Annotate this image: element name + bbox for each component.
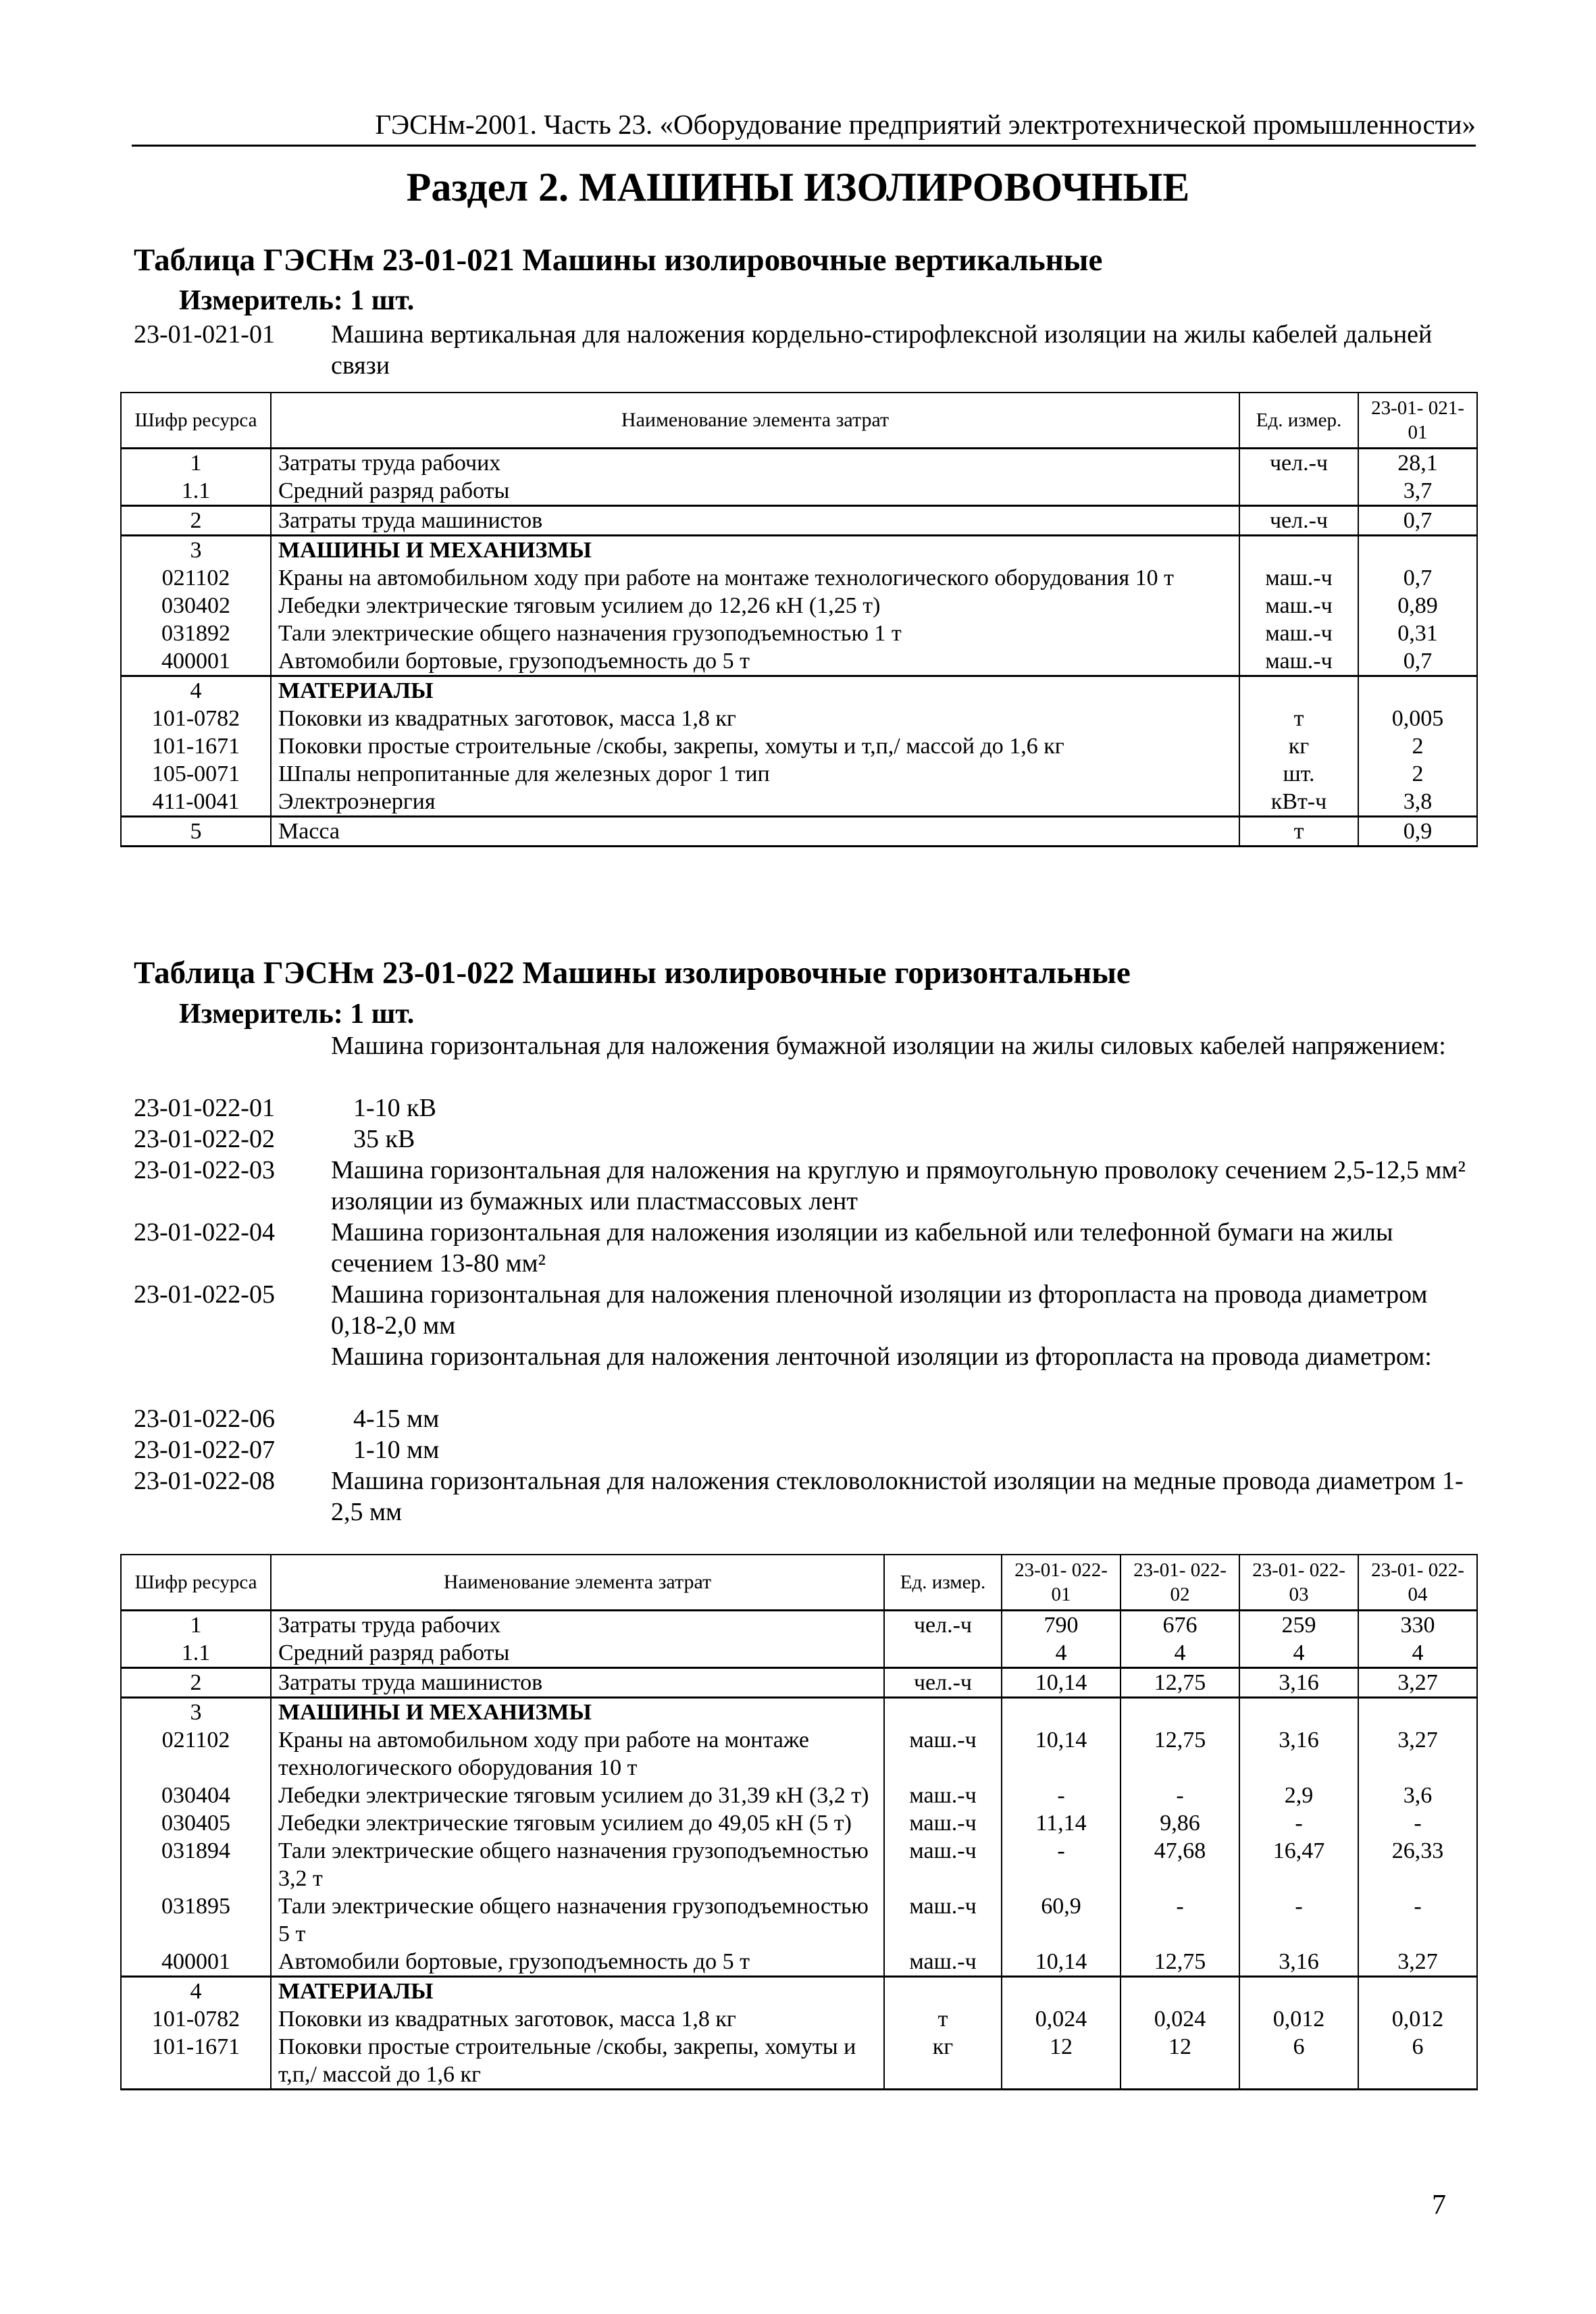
row-name: Шпалы непропитанные для железных дорог 1 тип bbox=[271, 760, 1239, 788]
row-value-1: 10,14 bbox=[1002, 1948, 1121, 1977]
row-cipher: 3 bbox=[121, 536, 271, 565]
row-value-3: 16,47 bbox=[1239, 1837, 1358, 1892]
table2-item bbox=[134, 1155, 1485, 1217]
row-unit: чел.-ч bbox=[1239, 506, 1358, 536]
row-unit: чел.-ч bbox=[884, 1611, 1002, 1640]
table-row bbox=[121, 1892, 1477, 1948]
table-row bbox=[121, 1668, 1477, 1698]
table2-grid bbox=[120, 1554, 1478, 2090]
row-value-2 bbox=[1121, 1698, 1239, 1727]
row-cipher: 031892 bbox=[121, 620, 271, 647]
table2-item-description: 1-10 кВ bbox=[353, 1094, 436, 1122]
table-row bbox=[121, 477, 1477, 506]
row-value-4: 4 bbox=[1358, 1639, 1477, 1668]
table2-item bbox=[134, 1124, 1485, 1155]
row-value-2: - bbox=[1121, 1892, 1239, 1948]
row-value-4: 330 bbox=[1358, 1611, 1477, 1640]
row-value-1: 12 bbox=[1002, 2033, 1121, 2090]
table-row bbox=[121, 1611, 1477, 1640]
table2-item bbox=[134, 1341, 1485, 1403]
row-value-3: - bbox=[1239, 1892, 1358, 1948]
col-value-3: 23-01- 022-03 bbox=[1239, 1555, 1358, 1611]
row-cipher: 2 bbox=[121, 506, 271, 536]
row-name: Затраты труда рабочих bbox=[271, 1611, 884, 1640]
table2-header-row bbox=[121, 1555, 1477, 1611]
row-value-1: 2 bbox=[1358, 760, 1477, 788]
row-value-1 bbox=[1002, 1698, 1121, 1727]
row-value-1: 0,89 bbox=[1358, 592, 1477, 620]
row-value-3: 3,16 bbox=[1239, 1668, 1358, 1698]
table-row bbox=[121, 817, 1477, 847]
row-unit: т bbox=[1239, 817, 1358, 847]
row-value-2: 47,68 bbox=[1121, 1837, 1239, 1892]
row-value-2 bbox=[1121, 1977, 1239, 2006]
col-value-4: 23-01- 022-04 bbox=[1358, 1555, 1477, 1611]
row-value-4: 0,012 bbox=[1358, 2005, 1477, 2033]
row-value-1: 0,9 bbox=[1358, 817, 1477, 847]
row-value-1: 0,7 bbox=[1358, 506, 1477, 536]
row-unit: маш.-ч bbox=[884, 1809, 1002, 1837]
table2-item-description: Машина горизонтальная для наложения стекловолокнистой изоляции на медные провода диаметром 1-2,5 мм bbox=[331, 1467, 1464, 1526]
row-cipher: 4 bbox=[121, 1977, 271, 2006]
row-value-4: - bbox=[1358, 1892, 1477, 1948]
table-row bbox=[121, 788, 1477, 817]
row-name: Лебедки электрические тяговым усилием до 49,05 кН (5 т) bbox=[271, 1809, 884, 1837]
row-value-4 bbox=[1358, 1698, 1477, 1727]
section-title: Раздел 2. МАШИНЫ ИЗОЛИРОВОЧНЫЕ bbox=[406, 165, 1190, 209]
table-row bbox=[121, 760, 1477, 788]
row-name: Затраты труда машинистов bbox=[271, 506, 1239, 536]
page-number: 7 bbox=[1432, 2190, 1446, 2221]
row-value-1 bbox=[1358, 676, 1477, 705]
row-value-1: 0,7 bbox=[1358, 647, 1477, 676]
row-name: Краны на автомобильном ходу при работе на монтаже технологического оборудования 10 т bbox=[271, 1726, 884, 1782]
row-value-1: - bbox=[1002, 1782, 1121, 1809]
table2-item-description: 1-10 мм bbox=[353, 1436, 440, 1464]
table2-measure: Измеритель: 1 шт. bbox=[179, 999, 415, 1030]
table-row bbox=[121, 2005, 1477, 2033]
row-name: Лебедки электрические тяговым усилием до 31,39 кН (3,2 т) bbox=[271, 1782, 884, 1809]
table2-item bbox=[134, 1403, 1485, 1434]
row-value-2: 676 bbox=[1121, 1611, 1239, 1640]
row-value-2: 12,75 bbox=[1121, 1726, 1239, 1782]
row-cipher: 105-0071 bbox=[121, 760, 271, 788]
table2-item bbox=[134, 1217, 1485, 1279]
table2-item-description: Машина горизонтальная для наложения на круглую и прямоугольную проволоку сечением 2,5-12,5 мм² изоляции из бумажных или пластмассовых лент bbox=[331, 1156, 1466, 1215]
table2-item-code: 23-01-022-01 bbox=[134, 1094, 275, 1122]
row-value-4: 3,6 bbox=[1358, 1782, 1477, 1809]
table-row bbox=[121, 1977, 1477, 2006]
row-unit: маш.-ч bbox=[884, 1837, 1002, 1892]
running-header: ГЭСНм-2001. Часть 23. «Оборудование предприятий электротехнической промышленности» bbox=[132, 107, 1476, 147]
row-value-1: 0,31 bbox=[1358, 620, 1477, 647]
row-value-2: 12,75 bbox=[1121, 1668, 1239, 1698]
row-name: Затраты труда машинистов bbox=[271, 1668, 884, 1698]
row-unit: кВт-ч bbox=[1239, 788, 1358, 817]
table1-item bbox=[134, 319, 1485, 386]
row-value-1: - bbox=[1002, 1837, 1121, 1892]
row-cipher: 021102 bbox=[121, 564, 271, 592]
row-value-4: - bbox=[1358, 1809, 1477, 1837]
col-unit: Ед. измер. bbox=[884, 1555, 1002, 1611]
row-value-2: - bbox=[1121, 1782, 1239, 1809]
row-cipher: 400001 bbox=[121, 1948, 271, 1977]
row-name: Поковки простые строительные /скобы, закрепы, хомуты и т,п,/ массой до 1,6 кг bbox=[271, 2033, 884, 2090]
row-cipher: 1 bbox=[121, 449, 271, 478]
row-value-3: 0,012 bbox=[1239, 2005, 1358, 2033]
row-unit: чел.-ч bbox=[884, 1668, 1002, 1698]
row-value-1: 10,14 bbox=[1002, 1668, 1121, 1698]
row-unit: маш.-ч bbox=[884, 1726, 1002, 1782]
row-value-2: 4 bbox=[1121, 1639, 1239, 1668]
table2-item-code: 23-01-022-06 bbox=[134, 1405, 275, 1433]
row-value-4: 3,27 bbox=[1358, 1948, 1477, 1977]
row-cipher: 031895 bbox=[121, 1892, 271, 1948]
col-name: Наименование элемента затрат bbox=[271, 393, 1239, 449]
row-cipher: 411-0041 bbox=[121, 788, 271, 817]
row-value-3: 4 bbox=[1239, 1639, 1358, 1668]
row-unit bbox=[1239, 536, 1358, 565]
row-name: МАТЕРИАЛЫ bbox=[271, 1977, 884, 2006]
row-cipher: 021102 bbox=[121, 1726, 271, 1782]
row-unit: маш.-ч bbox=[1239, 564, 1358, 592]
row-value-1: 2 bbox=[1358, 732, 1477, 760]
row-value-1: 10,14 bbox=[1002, 1726, 1121, 1782]
row-value-1: 3,7 bbox=[1358, 477, 1477, 506]
row-name: Средний разряд работы bbox=[271, 477, 1239, 506]
table-row bbox=[121, 705, 1477, 732]
row-name: Масса bbox=[271, 817, 1239, 847]
table2-item-code: 23-01-022-08 bbox=[134, 1467, 275, 1495]
row-cipher: 101-0782 bbox=[121, 2005, 271, 2033]
row-unit: маш.-ч bbox=[1239, 647, 1358, 676]
table2-item-description: Машина горизонтальная для наложения бумажной изоляции на жилы силовых кабелей напряжением: bbox=[331, 1032, 1446, 1060]
row-unit: маш.-ч bbox=[1239, 620, 1358, 647]
row-name: Средний разряд работы bbox=[271, 1639, 884, 1668]
table1-item-code: 23-01-021-01 bbox=[134, 320, 275, 349]
row-value-1: 0,7 bbox=[1358, 564, 1477, 592]
row-unit bbox=[884, 1639, 1002, 1668]
row-value-3 bbox=[1239, 1698, 1358, 1727]
table-row bbox=[121, 647, 1477, 676]
col-cipher: Шифр ресурса bbox=[121, 393, 271, 449]
row-value-1: 4 bbox=[1002, 1639, 1121, 1668]
row-value-4: 3,27 bbox=[1358, 1668, 1477, 1698]
row-cipher: 030404 bbox=[121, 1782, 271, 1809]
table2-item-description: 4-15 мм bbox=[353, 1405, 440, 1433]
row-cipher: 400001 bbox=[121, 647, 271, 676]
table2-item-description: Машина горизонтальная для наложения изоляции из кабельной или телефонной бумаги на жилы сечением 13-80 мм² bbox=[331, 1218, 1393, 1278]
row-value-3: 259 bbox=[1239, 1611, 1358, 1640]
row-unit bbox=[1239, 477, 1358, 506]
table-row bbox=[121, 1809, 1477, 1837]
row-unit: маш.-ч bbox=[884, 1782, 1002, 1809]
table-row bbox=[121, 2033, 1477, 2090]
table-row bbox=[121, 1782, 1477, 1809]
row-value-1: 60,9 bbox=[1002, 1892, 1121, 1948]
table-row bbox=[121, 592, 1477, 620]
row-unit bbox=[884, 1698, 1002, 1727]
table2-item-code: 23-01-022-02 bbox=[134, 1125, 275, 1153]
row-name: Затраты труда рабочих bbox=[271, 449, 1239, 478]
table2-item-code: 23-01-022-07 bbox=[134, 1436, 275, 1464]
row-unit: маш.-ч bbox=[884, 1892, 1002, 1948]
row-name: Поковки простые строительные /скобы, закрепы, хомуты и т,п,/ массой до 1,6 кг bbox=[271, 732, 1239, 760]
row-name: Поковки из квадратных заготовок, масса 1,8 кг bbox=[271, 705, 1239, 732]
row-value-2: 9,86 bbox=[1121, 1809, 1239, 1837]
row-cipher: 1 bbox=[121, 1611, 271, 1640]
table2-item-code: 23-01-022-03 bbox=[134, 1156, 275, 1184]
row-value-4: 26,33 bbox=[1358, 1837, 1477, 1892]
row-value-1: 790 bbox=[1002, 1611, 1121, 1640]
row-value-2: 0,024 bbox=[1121, 2005, 1239, 2033]
row-cipher: 101-1671 bbox=[121, 2033, 271, 2090]
table1-item-description: Машина вертикальная для наложения кордельно-стирофлексной изоляции на жилы кабелей дальней связи bbox=[331, 320, 1433, 380]
table1-title: Таблица ГЭСНм 23-01-021 Машины изолировочные вертикальные bbox=[134, 243, 1103, 278]
row-name: Поковки из квадратных заготовок, масса 1,8 кг bbox=[271, 2005, 884, 2033]
col-cipher: Шифр ресурса bbox=[121, 1555, 271, 1611]
table2-item bbox=[134, 1092, 1485, 1124]
row-name: Тали электрические общего назначения грузоподъемностью 3,2 т bbox=[271, 1837, 884, 1892]
row-name: МАШИНЫ И МЕХАНИЗМЫ bbox=[271, 1698, 884, 1727]
row-cipher: 101-0782 bbox=[121, 705, 271, 732]
table-row bbox=[121, 536, 1477, 565]
table-row bbox=[121, 1639, 1477, 1668]
col-value-1: 23-01- 022-01 bbox=[1002, 1555, 1121, 1611]
row-value-2: 12 bbox=[1121, 2033, 1239, 2090]
table-row bbox=[121, 1948, 1477, 1977]
row-value-3: 2,9 bbox=[1239, 1782, 1358, 1809]
row-name: МАТЕРИАЛЫ bbox=[271, 676, 1239, 705]
row-cipher: 031894 bbox=[121, 1837, 271, 1892]
row-cipher: 2 bbox=[121, 1668, 271, 1698]
row-name: Краны на автомобильном ходу при работе на монтаже технологического оборудования 10 т bbox=[271, 564, 1239, 592]
row-value-4: 3,27 bbox=[1358, 1726, 1477, 1782]
col-name: Наименование элемента затрат bbox=[271, 1555, 884, 1611]
table-row bbox=[121, 676, 1477, 705]
table-row bbox=[121, 620, 1477, 647]
table2-title: Таблица ГЭСНм 23-01-022 Машины изолировочные горизонтальные bbox=[134, 955, 1131, 990]
row-value-1 bbox=[1002, 1977, 1121, 2006]
row-value-1: 28,1 bbox=[1358, 449, 1477, 478]
table2-item-code: 23-01-022-05 bbox=[134, 1280, 275, 1309]
row-value-1 bbox=[1358, 536, 1477, 565]
row-value-3: 3,16 bbox=[1239, 1726, 1358, 1782]
row-cipher: 1.1 bbox=[121, 477, 271, 506]
row-cipher: 030402 bbox=[121, 592, 271, 620]
col-value-1: 23-01- 021-01 bbox=[1358, 393, 1477, 449]
table1-header-row bbox=[121, 393, 1477, 449]
row-name: Электроэнергия bbox=[271, 788, 1239, 817]
table2-item-description: Машина горизонтальная для наложения ленточной изоляции из фторопласта на провода диаметром: bbox=[331, 1342, 1432, 1371]
table-row bbox=[121, 732, 1477, 760]
row-cipher: 101-1671 bbox=[121, 732, 271, 760]
row-value-3: 6 bbox=[1239, 2033, 1358, 2090]
row-value-1: 3,8 bbox=[1358, 788, 1477, 817]
table2-item bbox=[134, 1030, 1485, 1092]
table1-measure: Измеритель: 1 шт. bbox=[179, 285, 415, 316]
row-cipher: 030405 bbox=[121, 1809, 271, 1837]
row-value-4 bbox=[1358, 1977, 1477, 2006]
table-row bbox=[121, 1837, 1477, 1892]
table2-item-description: 35 кВ bbox=[353, 1125, 415, 1153]
row-unit: маш.-ч bbox=[1239, 592, 1358, 620]
row-name: Тали электрические общего назначения грузоподъемностью 5 т bbox=[271, 1892, 884, 1948]
row-value-3 bbox=[1239, 1977, 1358, 2006]
row-name: Лебедки электрические тяговым усилием до 12,26 кН (1,25 т) bbox=[271, 592, 1239, 620]
row-cipher: 5 bbox=[121, 817, 271, 847]
row-value-4: 6 bbox=[1358, 2033, 1477, 2090]
row-value-3: 3,16 bbox=[1239, 1948, 1358, 1977]
table1-grid bbox=[120, 392, 1478, 847]
row-name: Автомобили бортовые, грузоподъемность до 5 т bbox=[271, 647, 1239, 676]
row-name: Тали электрические общего назначения грузоподъемностью 1 т bbox=[271, 620, 1239, 647]
row-unit: шт. bbox=[1239, 760, 1358, 788]
row-value-1: 0,005 bbox=[1358, 705, 1477, 732]
row-value-1: 0,024 bbox=[1002, 2005, 1121, 2033]
row-unit: кг bbox=[884, 2033, 1002, 2090]
table2-item bbox=[134, 1465, 1485, 1528]
table-row bbox=[121, 1726, 1477, 1782]
table-row bbox=[121, 1698, 1477, 1727]
row-value-3: - bbox=[1239, 1809, 1358, 1837]
row-cipher: 3 bbox=[121, 1698, 271, 1727]
row-name: МАШИНЫ И МЕХАНИЗМЫ bbox=[271, 536, 1239, 565]
row-name: Автомобили бортовые, грузоподъемность до 5 т bbox=[271, 1948, 884, 1977]
table-row bbox=[121, 506, 1477, 536]
row-value-1: 11,14 bbox=[1002, 1809, 1121, 1837]
row-value-2: 12,75 bbox=[1121, 1948, 1239, 1977]
row-unit: маш.-ч bbox=[884, 1948, 1002, 1977]
row-unit: кг bbox=[1239, 732, 1358, 760]
col-unit: Ед. измер. bbox=[1239, 393, 1358, 449]
table2-item-description: Машина горизонтальная для наложения пленочной изоляции из фторопласта на провода диаметром 0,18-2,0 мм bbox=[331, 1280, 1428, 1340]
row-cipher: 4 bbox=[121, 676, 271, 705]
row-unit bbox=[1239, 676, 1358, 705]
col-value-2: 23-01- 022-02 bbox=[1121, 1555, 1239, 1611]
row-unit: т bbox=[884, 2005, 1002, 2033]
table2-item bbox=[134, 1434, 1485, 1465]
row-unit bbox=[884, 1977, 1002, 2006]
table2-item-code: 23-01-022-04 bbox=[134, 1218, 275, 1247]
table2-item bbox=[134, 1279, 1485, 1341]
table-row bbox=[121, 564, 1477, 592]
row-unit: т bbox=[1239, 705, 1358, 732]
row-unit: чел.-ч bbox=[1239, 449, 1358, 478]
row-cipher: 1.1 bbox=[121, 1639, 271, 1668]
table-row bbox=[121, 449, 1477, 478]
